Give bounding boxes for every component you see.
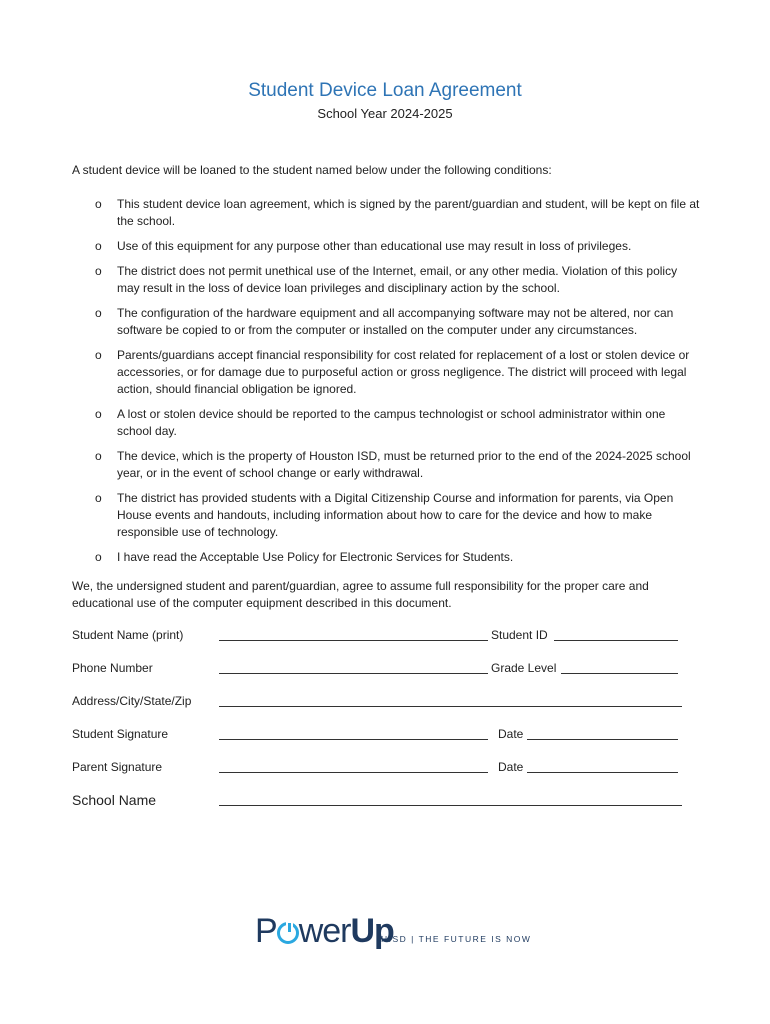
powerup-logo <box>255 912 532 956</box>
bullet-icon: o <box>95 306 102 320</box>
list-item: o The device, which is the property of Houston ISD, must be returned prior to the end of the 2024-2025 school year, or in the event of school change or early withdrawal. <box>95 449 691 480</box>
list-item: o The configuration of the hardware equipment and all accompanying software may not be altered, nor can software be copied to or from the computer or installed on the computer under any circumstances. <box>95 306 674 337</box>
student-name-field[interactable] <box>219 640 488 641</box>
grade-level-field[interactable] <box>561 673 678 674</box>
parent-signature-field[interactable] <box>219 772 488 773</box>
address-field[interactable] <box>219 706 682 707</box>
logo-wordmark: P werUp <box>255 912 394 950</box>
student-signature-row <box>72 727 692 745</box>
page-subtitle: School Year 2024-2025 <box>317 106 453 121</box>
school-name-field[interactable] <box>219 805 682 806</box>
parent-signature-row <box>72 760 692 778</box>
bullet-icon: o <box>95 407 102 421</box>
phone-label: Phone Number <box>72 661 153 675</box>
parent-date-field[interactable] <box>527 772 678 773</box>
student-date-label: Date <box>498 727 524 741</box>
list-item: o This student device loan agreement, which is signed by the parent/guardian and student, will be kept on file at the school. <box>95 197 700 228</box>
intro-text: A student device will be loaned to the student named below under the following conditions: <box>72 163 552 177</box>
student-id-field[interactable] <box>554 640 678 641</box>
grade-level-label: Grade Level <box>491 661 557 675</box>
parent-date-label: Date <box>498 760 524 774</box>
list-item: o I have read the Acceptable Use Policy for Electronic Services for Students. <box>95 550 514 564</box>
agreement-text: We, the undersigned student and parent/guardian, agree to assume full responsibility for the proper care and educational use of the computer equipment described in this document. <box>72 579 649 610</box>
bullet-icon: o <box>95 264 102 278</box>
address-row <box>72 694 692 712</box>
list-item: o The district has provided students with a Digital Citizenship Course and information for parents, via Open House events and handouts, including information about how to care for the device and how to make responsible use of technology. <box>95 491 674 539</box>
bullet-icon: o <box>95 239 102 253</box>
student-signature-label: Student Signature <box>72 727 169 741</box>
phone-field[interactable] <box>219 673 488 674</box>
school-name-row <box>72 792 692 810</box>
list-item: o A lost or stolen device should be reported to the campus technologist or school administrator within one school day. <box>95 407 666 438</box>
student-name-label: Student Name (print) <box>72 628 184 642</box>
student-signature-field[interactable] <box>219 739 488 740</box>
address-label: Address/City/State/Zip <box>72 694 192 708</box>
student-date-field[interactable] <box>527 739 678 740</box>
parent-signature-label: Parent Signature <box>72 760 163 774</box>
bullet-icon: o <box>95 550 102 564</box>
conditions-list <box>72 196 702 574</box>
phone-row <box>72 661 692 679</box>
student-name-row <box>72 628 692 646</box>
student-id-label: Student ID <box>491 628 548 642</box>
bullet-icon: o <box>95 197 102 211</box>
school-name-label: School Name <box>72 792 157 808</box>
list-item: o Use of this equipment for any purpose other than educational use may result in loss of privileges. <box>95 239 632 253</box>
bullet-icon: o <box>95 449 102 463</box>
page-title: Student Device Loan Agreement <box>248 80 522 101</box>
list-item: o Parents/guardians accept financial responsibility for cost related for replacement of a lost or stolen device or accessories, or for damage due to purposeful action or gross negligence. The district will proceed with legal action, should financial obligation be ignored. <box>95 348 690 396</box>
list-item: o The district does not permit unethical use of the Internet, email, or any other media. Violation of this policy may result in the loss of device loan privileges and disciplinary action by the school. <box>95 264 678 295</box>
logo-tagline: HISD | THE FUTURE IS NOW <box>381 934 532 944</box>
power-icon <box>277 922 299 944</box>
bullet-icon: o <box>95 348 102 362</box>
bullet-icon: o <box>95 491 102 505</box>
